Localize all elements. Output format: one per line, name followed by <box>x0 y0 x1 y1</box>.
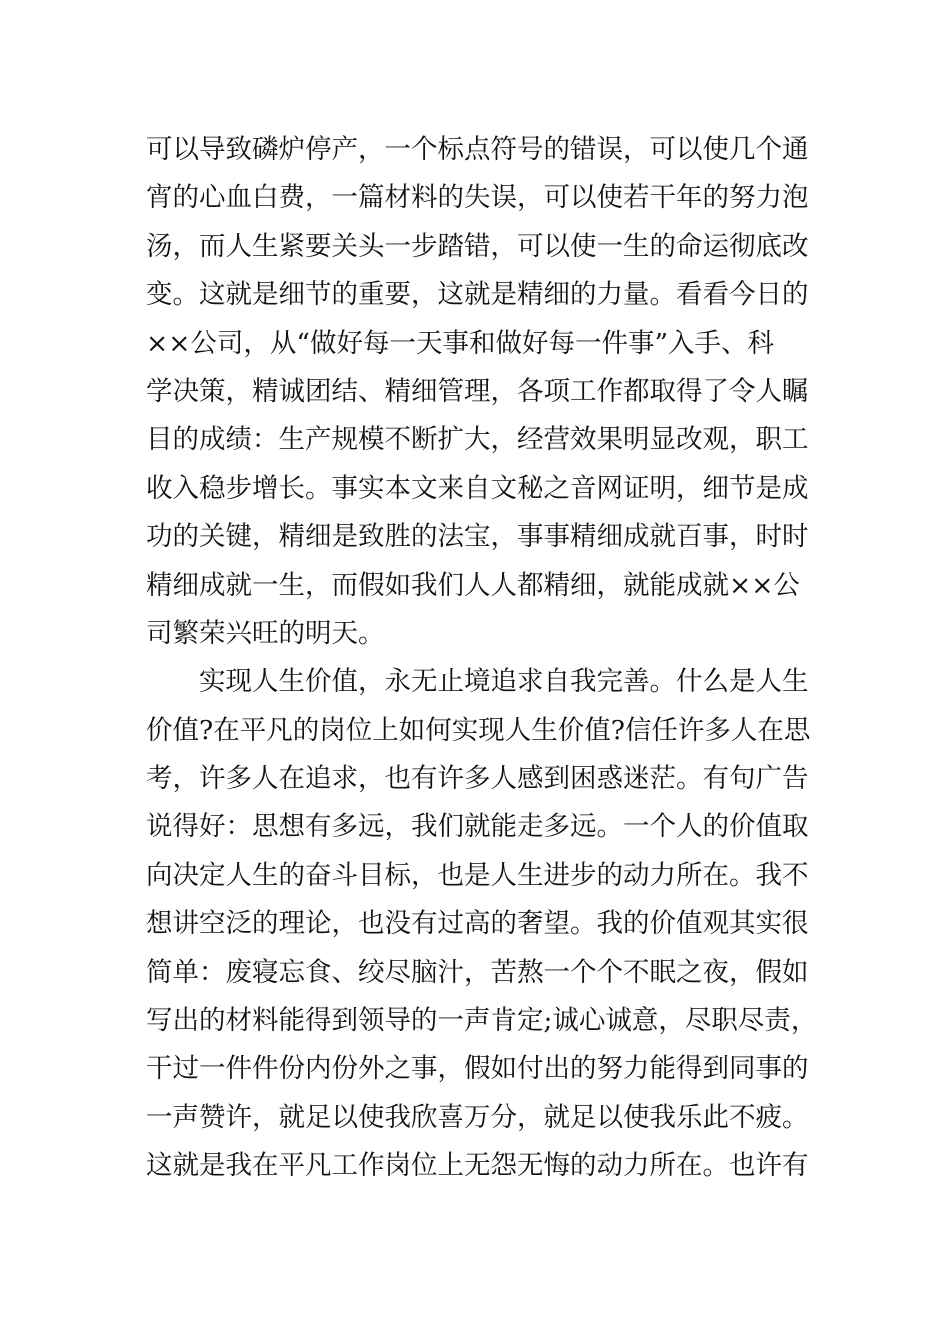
text-line: 精细成就一生，而假如我们人人都精细，就能成就××公 <box>146 569 800 601</box>
text-line: 干过一件件份内份外之事，假如付出的努力能得到同事的 <box>146 1053 809 1085</box>
text-line: 考，许多人在追求，也有许多人感到困惑迷茫。有句广告 <box>146 763 809 795</box>
text-line: 司繁荣兴旺的明天。 <box>146 617 385 649</box>
text-line: 收入稳步增长。事实本文来自文秘之音网证明，细节是成 <box>146 472 809 504</box>
text-line: 说得好：思想有多远，我们就能走多远。一个人的价值取 <box>146 811 809 843</box>
text-line: 宵的心血白费，一篇材料的失误，可以使若干年的努力泡 <box>146 182 809 214</box>
text-line: 想讲空泛的理论，也没有过高的奢望。我的价值观其实很 <box>146 908 809 940</box>
paragraph-start-line: 实现人生价值，永无止境追求自我完善。什么是人生 <box>146 666 809 698</box>
text-line: 价值?在平凡的岗位上如何实现人生价值?信任许多人在思 <box>146 714 811 746</box>
text-line: 一声赞许，就足以使我欣喜万分，就足以使我乐此不疲。 <box>146 1101 809 1133</box>
text-line: 可以导致磷炉停产，一个标点符号的错误，可以使几个通 <box>146 134 809 165</box>
text-line: 这就是我在平凡工作岗位上无怨无悔的动力所在。也许有 <box>146 1150 809 1182</box>
text-line: 变。这就是细节的重要，这就是精细的力量。看看今日的 <box>146 279 809 311</box>
text-line: 向决定人生的奋斗目标，也是人生进步的动力所在。我不 <box>146 859 809 891</box>
text-line: 功的关键，精细是致胜的法宝，事事精细成就百事，时时 <box>146 521 809 553</box>
body-text <box>146 126 816 1191</box>
text-line: 写出的材料能得到领导的一声肯定;诚心诚意，尽职尽责， <box>146 1005 818 1037</box>
text-line: 汤，而人生紧要关头一步踏错，可以使一生的命运彻底改 <box>146 230 809 262</box>
text-line: 简单：废寝忘食、绞尽脑汁，苦熬一个个不眠之夜，假如 <box>146 956 809 988</box>
text-line: 学决策，精诚团结、精细管理，各项工作都取得了令人瞩 <box>146 375 809 407</box>
text-line: 目的成绩：生产规模不断扩大，经营效果明显改观，职工 <box>146 424 809 456</box>
text-line: ××公司，从“做好每一天事和做好每一件事”入手、科 <box>146 327 775 359</box>
